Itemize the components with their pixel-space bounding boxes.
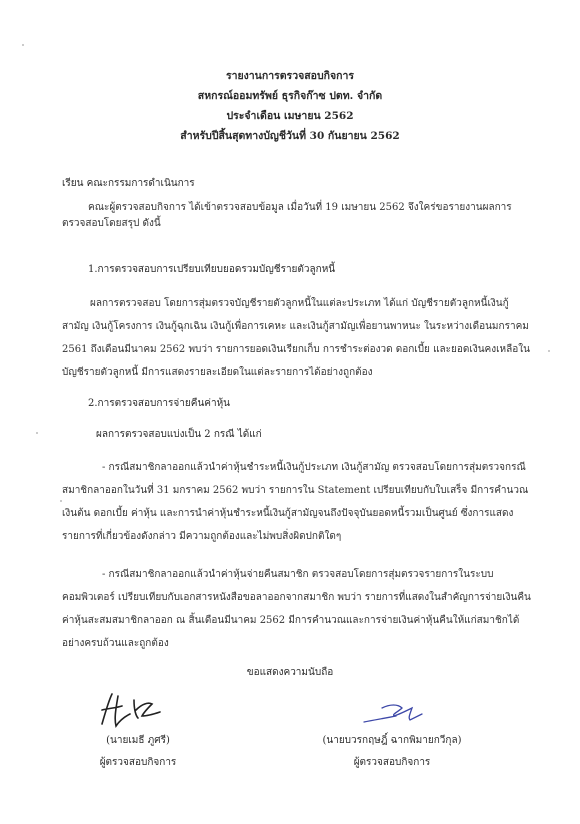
report-header (0, 66, 580, 146)
report-title: รายงานการตรวจสอบกิจการ (225, 70, 355, 82)
fiscal-year: สำหรับปีสิ้นสุดทางบัญชีวันที่ 30 กันยายน 2562 (180, 130, 400, 142)
intro-paragraph: คณะผู้ตรวจสอบกิจการ ได้เข้าตรวจสอบข้อมูล เมื่อวันที่ 19 เมษายน 2562 จึงใคร่ขอรายงานผลการตรวจสอบโดยสรุป ดังนี้ (62, 202, 512, 229)
scan-speck (548, 350, 550, 352)
section2-subheading: ผลการตรวจสอบแบ่งเป็น 2 กรณี ได้แก่ (96, 429, 262, 440)
signature-mark-right (362, 700, 426, 728)
salutation: เรียน คณะกรรมการดำเนินการ (62, 178, 195, 189)
signer-name: (นายเมธี ภูศรี) (106, 735, 170, 746)
scan-speck (22, 44, 24, 46)
section2-case1: - กรณีสมาชิกลาออกแล้วนำค่าหุ้นชำระหนี้เงินกู้ประเภท เงินกู้สามัญ ตรวจสอบโดยการสุ่มตรวจกรณีสมาชิกลาออกในวันที่ 31 มกราคม 2562 พบว่า รายการใน Statement เปรียบเทียบกับใบเสร็จ มีการคำนวณเงินต้น ดอกเบี้ย ค่าหุ้น และการนำค่าหุ้นชำระหนี้เงินกู้สามัญจนถึงปัจจุบันยอดหนี้รวมเป็นศูนย์ ซึ่งการแสดงรายการที่เกี่ยวข้องดังกล่าว มีความถูกต้องและไม่พบสิ่งผิดปกติใดๆ (62, 462, 529, 542)
closing-remark: ขอแสดงความนับถือ (246, 667, 334, 678)
signature-block-left (78, 730, 198, 774)
signer-title: ผู้ตรวจสอบกิจการ (353, 757, 431, 768)
section2-case2: - กรณีสมาชิกลาออกแล้วนำค่าหุ้นจ่ายคืนสมาชิก ตรวจสอบโดยการสุ่มตรวจรายการในระบบคอมพิวเตอร์ เปรียบเทียบกับเอกสารหนังสือขอลาออกจากสมาชิก พบว่า รายการที่แสดงในสำคัญการจ่ายเงินคืนค่าหุ้นสะสมสมาชิกลาออก ณ สิ้นเดือนมีนาคม 2562 มีการคำนวณและการจ่ายเงินค่าหุ้นคืนให้แก่สมาชิกได้อย่างครบถ้วนและถูกต้อง (62, 569, 531, 649)
section2-heading: 2.การตรวจสอบการจ่ายคืนค่าหุ้น (88, 398, 231, 409)
scan-speck (36, 432, 38, 434)
section1-heading: 1.การตรวจสอบการเปรียบเทียบยอดรวมบัญชีรายตัวลูกหนี้ (88, 264, 336, 275)
report-month: ประจำเดือน เมษายน 2562 (226, 110, 354, 122)
cooperative-name: สหกรณ์ออมทรัพย์ ธุรกิจก๊าซ ปตท. จำกัด (197, 90, 383, 102)
scan-speck (60, 500, 62, 502)
signer-name: (นายบวรกฤษฎิ์ ฉากพิมายกวีกุล) (322, 735, 462, 746)
signature-block-right (302, 730, 482, 774)
section1-body: ผลการตรวจสอบ โดยการสุ่มตรวจบัญชีรายตัวลูกหนี้ในแต่ละประเภท ได้แก่ บัญชีรายตัวลูกหนี้เงินกู้สามัญ เงินกู้โครงการ เงินกู้ฉุกเฉิน เงินกู้เพื่อการเคหะ และเงินกู้สามัญเพื่อยานพาหนะ ในระหว่างเดือนมกราคม 2561 ถึงเดือนมีนาคม 2562 พบว่า รายการยอดเงินเรียกเก็บ การชำระต่องวด ดอกเบี้ย และยอดเงินคงเหลือในบัญชีรายตัวลูกหนี้ มีการแสดงรายละเอียดในแต่ละรายการได้อย่างถูกต้อง (62, 298, 530, 378)
signer-title: ผู้ตรวจสอบกิจการ (99, 757, 177, 768)
signature-mark-left (96, 690, 166, 730)
